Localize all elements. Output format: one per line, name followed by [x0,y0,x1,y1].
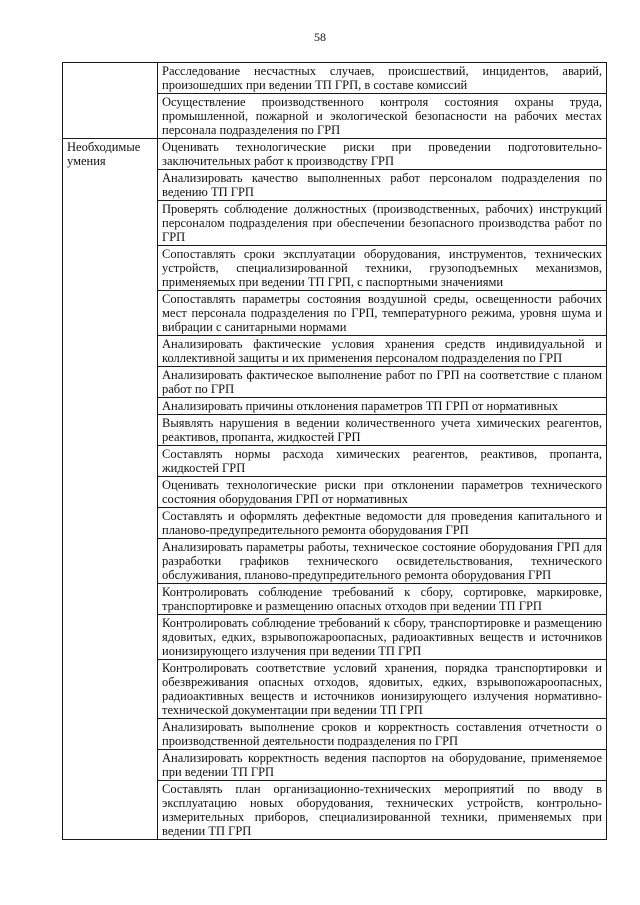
table-cell: Составлять нормы расхода химических реагентов, реактивов, пропанта, жидкостей ГРП [158,446,607,477]
table-cell: Анализировать выполнение сроков и корректность составления отчетности о производственной деятельности подразделения по ГРП [158,719,607,750]
skills-label-cell: Необходимые умения [63,139,158,840]
table-cell: Оценивать технологические риски при отклонении параметров технического состояния оборудования ГРП от нормативных [158,477,607,508]
table-cell: Анализировать корректность ведения паспортов на оборудование, применяемое при ведении ТП ГРП [158,750,607,781]
table-row [63,63,607,94]
page-number: 58 [314,30,326,44]
table-cell: Контролировать соблюдение требований к сбору, транспортировке и размещению ядовитых, едких, взрывопожароопасных, радиоактивных веществ и источников ионизирующего излучения при ведении ТП ГРП [158,615,607,660]
table-cell: Осуществление производственного контроля состояния охраны труда, промышленной, пожарной и экологической безопасности на рабочих местах персонала подразделения по ГРП [158,94,607,139]
table-cell: Анализировать фактическое выполнение работ по ГРП на соответствие с планом работ по ГРП [158,367,607,398]
table-cell: Контролировать соответствие условий хранения, порядка транспортировки и обезвреживания опасных отходов, ядовитых, едких, взрывопожароопасных, радиоактивных веществ и источников ионизирующего излучения нормативно-технической документации при ведении ТП ГРП [158,660,607,719]
continuation-label-cell [63,63,158,139]
table-cell: Проверять соблюдение должностных (производственных, рабочих) инструкций персоналом подразделения при обеспечении безопасного производства работ по ГРП [158,201,607,246]
table-cell: Составлять и оформлять дефектные ведомости для проведения капитального и планово-предупредительного ремонта оборудования ГРП [158,508,607,539]
table-cell: Сопоставлять сроки эксплуатации оборудования, инструментов, технических устройств, специализированной техники, грузоподъемных механизмов, применяемых при ведении ТП ГРП, с паспортными значениями [158,246,607,291]
table-cell: Выявлять нарушения в ведении количественного учета химических реагентов, реактивов, пропанта, жидкостей ГРП [158,415,607,446]
table-cell: Оценивать технологические риски при проведении подготовительно-заключительных работ к производству ГРП [158,139,607,170]
table-row [63,139,607,170]
table-cell: Анализировать качество выполненных работ персоналом подразделения по ведению ТП ГРП [158,170,607,201]
table-cell: Анализировать причины отклонения параметров ТП ГРП от нормативных [158,398,607,415]
table-cell: Расследование несчастных случаев, происшествий, инцидентов, аварий, произошедших при ведении ТП ГРП, в составе комиссий [158,63,607,94]
table-cell: Сопоставлять параметры состояния воздушной среды, освещенности рабочих мест персонала подразделения по ГРП, температурного режима, уровня шума и вибрации с санитарными нормами [158,291,607,336]
table-cell: Анализировать параметры работы, техническое состояние оборудования ГРП для разработки графиков технического освидетельствования, технического обслуживания, планово-предупредительного ремонта оборудования ГРП [158,539,607,584]
requirements-table-body [63,63,607,840]
table-cell: Анализировать фактические условия хранения средств индивидуальной и коллективной защиты и их применения персоналом подразделения по ГРП [158,336,607,367]
requirements-table [62,62,607,840]
table-cell: Контролировать соблюдение требований к сбору, сортировке, маркировке, транспортировке и размещению опасных отходов при ведении ТП ГРП [158,584,607,615]
table-cell: Составлять план организационно-технических мероприятий по вводу в эксплуатацию новых оборудования, технических устройств, контрольно-измерительных приборов, специализированной техники, применяемых при ведении ТП ГРП [158,781,607,840]
